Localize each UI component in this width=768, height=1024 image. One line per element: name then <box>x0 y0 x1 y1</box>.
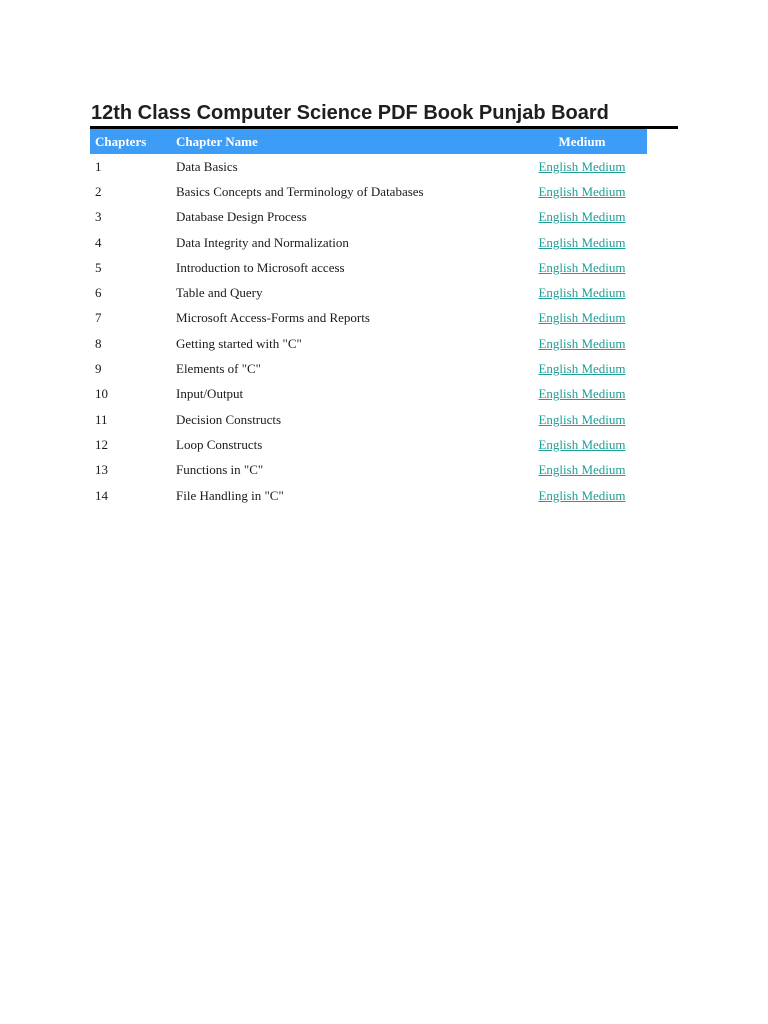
chapter-number: 3 <box>95 209 102 225</box>
english-medium-link[interactable]: English Medium <box>538 335 626 351</box>
table-row <box>90 458 647 483</box>
column-header-chapters: Chapters <box>95 133 147 149</box>
page-title: 12th Class Computer Science PDF Book Punjab Board <box>91 102 609 124</box>
english-medium-link[interactable]: English Medium <box>538 462 626 478</box>
medium-cell <box>517 483 647 508</box>
chapter-name: Input/Output <box>176 386 244 402</box>
column-header-medium: Medium <box>558 133 606 149</box>
table-row <box>90 483 647 508</box>
medium-cell <box>517 179 647 204</box>
medium-cell <box>517 205 647 230</box>
english-medium-link[interactable]: English Medium <box>538 310 626 326</box>
chapter-name: Table and Query <box>176 285 263 301</box>
chapter-number: 4 <box>95 234 102 250</box>
table-row <box>90 407 647 432</box>
medium-cell <box>517 280 647 305</box>
medium-cell <box>517 230 647 255</box>
english-medium-link[interactable]: English Medium <box>538 436 626 452</box>
medium-cell <box>517 432 647 457</box>
table-row <box>90 179 647 204</box>
table-row <box>90 382 647 407</box>
chapter-name: Decision Constructs <box>176 411 282 427</box>
medium-cell <box>517 306 647 331</box>
medium-cell <box>517 255 647 280</box>
chapter-name: Elements of "C" <box>176 361 261 377</box>
medium-cell <box>517 154 647 179</box>
medium-cell <box>517 356 647 381</box>
column-header-chapter-name: Chapter Name <box>176 133 258 149</box>
english-medium-link[interactable]: English Medium <box>538 361 626 377</box>
table-body <box>90 154 647 508</box>
table-row <box>90 280 647 305</box>
english-medium-link[interactable]: English Medium <box>538 487 626 503</box>
chapters-table <box>90 129 647 508</box>
chapter-number: 7 <box>95 310 102 326</box>
english-medium-link[interactable]: English Medium <box>538 183 626 199</box>
chapter-name: Functions in "C" <box>176 462 264 478</box>
chapter-number: 13 <box>95 462 108 478</box>
chapter-name: Loop Constructs <box>176 436 263 452</box>
medium-cell <box>517 382 647 407</box>
chapter-name: File Handling in "C" <box>176 487 284 503</box>
chapter-name: Getting started with "C" <box>176 335 302 351</box>
medium-cell <box>517 407 647 432</box>
chapter-number: 14 <box>95 487 108 503</box>
table-row <box>90 356 647 381</box>
chapter-name: Introduction to Microsoft access <box>176 259 345 275</box>
medium-cell <box>517 458 647 483</box>
english-medium-link[interactable]: English Medium <box>538 411 626 427</box>
chapter-name: Microsoft Access-Forms and Reports <box>176 310 370 326</box>
chapter-number: 8 <box>95 335 102 351</box>
english-medium-link[interactable]: English Medium <box>538 285 626 301</box>
chapter-name: Database Design Process <box>176 209 307 225</box>
chapter-number: 6 <box>95 285 102 301</box>
table-row <box>90 205 647 230</box>
chapter-name: Basics Concepts and Terminology of Databases <box>176 183 424 199</box>
chapter-name: Data Basics <box>176 158 238 174</box>
chapter-number: 12 <box>95 436 108 452</box>
table-row <box>90 306 647 331</box>
table-row <box>90 432 647 457</box>
english-medium-link[interactable]: English Medium <box>538 234 626 250</box>
chapter-number: 9 <box>95 361 102 377</box>
table-row <box>90 255 647 280</box>
table-header <box>90 129 647 154</box>
medium-cell <box>517 331 647 356</box>
table-row <box>90 230 647 255</box>
table-header-row <box>90 129 647 154</box>
chapter-number: 5 <box>95 259 102 275</box>
chapter-number: 10 <box>95 386 108 402</box>
table-row <box>90 331 647 356</box>
chapter-number: 11 <box>95 411 108 427</box>
table-row <box>90 154 647 179</box>
english-medium-link[interactable]: English Medium <box>538 259 626 275</box>
chapter-name: Data Integrity and Normalization <box>176 234 349 250</box>
english-medium-link[interactable]: English Medium <box>538 386 626 402</box>
english-medium-link[interactable]: English Medium <box>538 209 626 225</box>
english-medium-link[interactable]: English Medium <box>538 158 626 174</box>
chapter-number: 1 <box>95 158 102 174</box>
chapter-number: 2 <box>95 183 102 199</box>
